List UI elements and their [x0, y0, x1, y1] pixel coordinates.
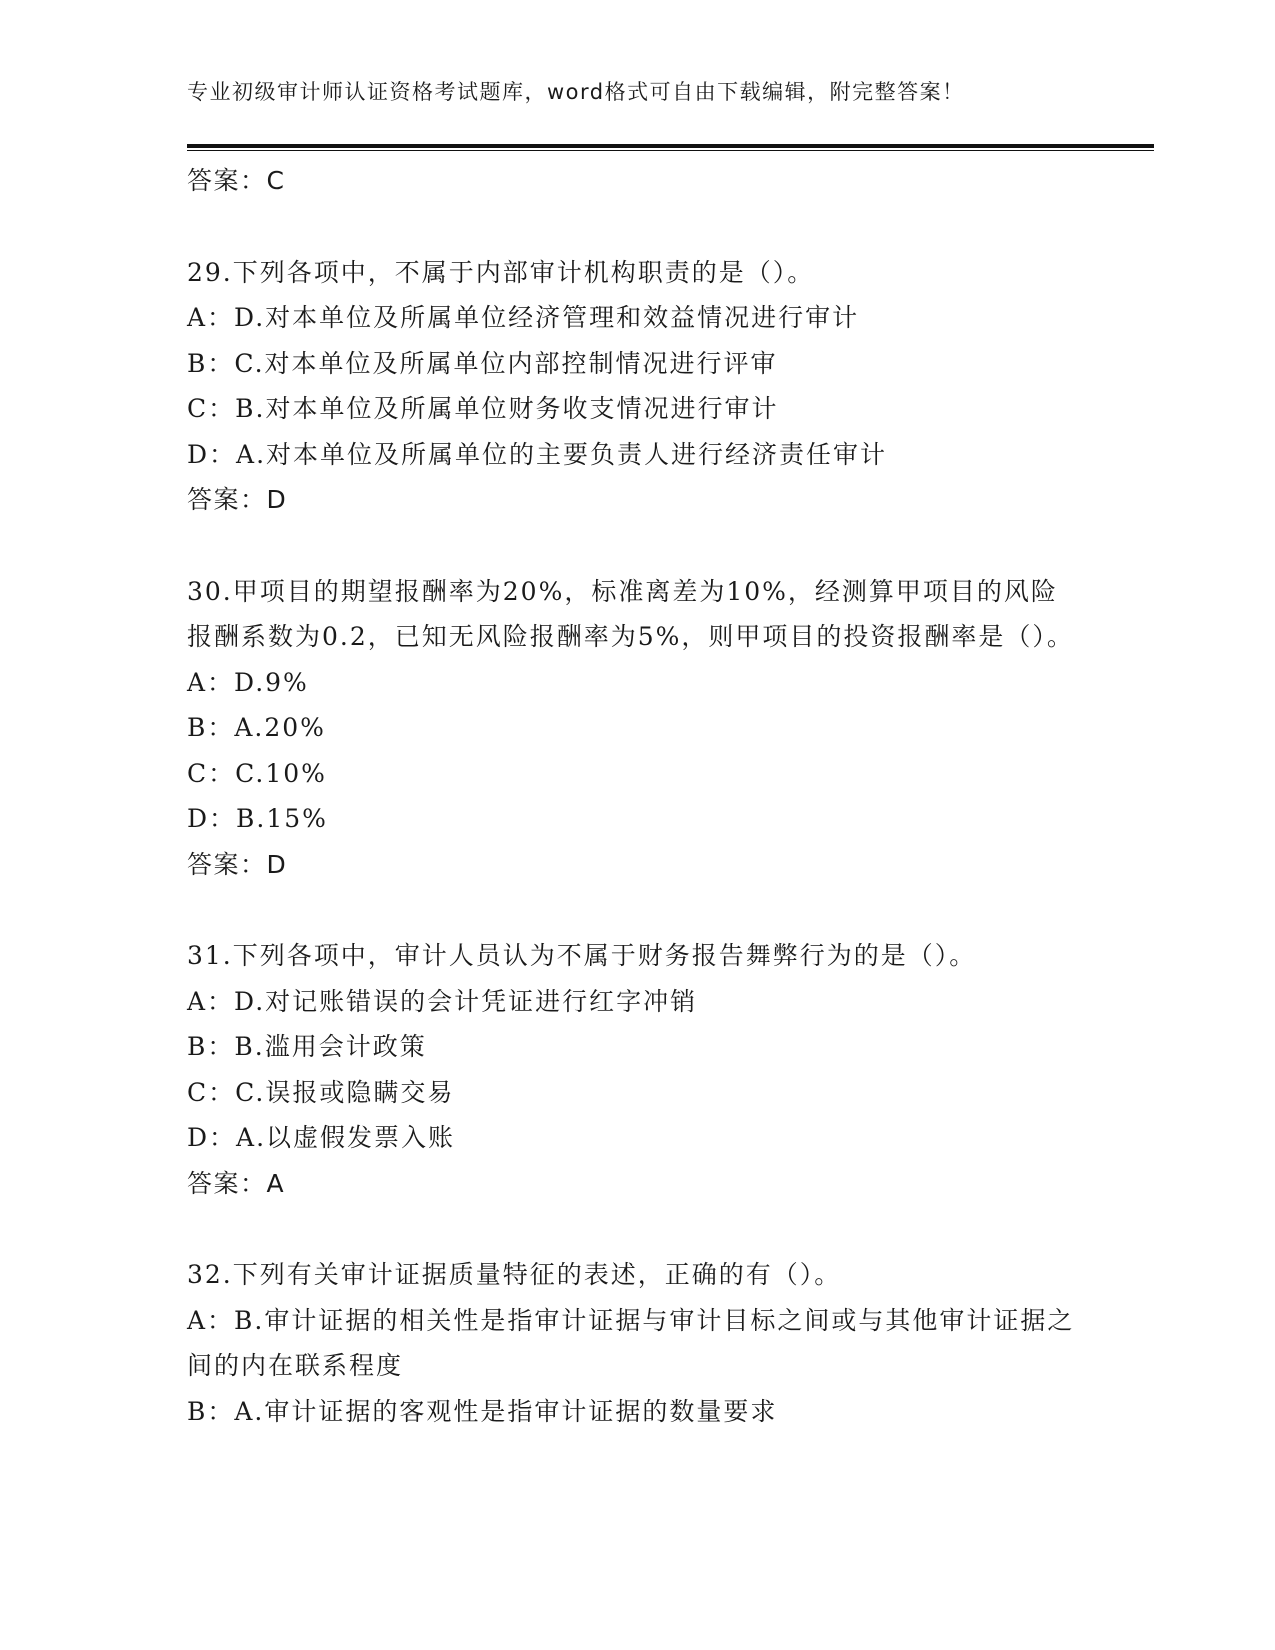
answer-prev: 答案：C: [187, 166, 286, 195]
option-d: D：A.对本单位及所属单位的主要负责人进行经济责任审计: [187, 439, 888, 469]
spacer: [187, 887, 1077, 933]
question-text: 29.下列各项中，不属于内部审计机构职责的是（）。: [187, 257, 815, 287]
option-a: A：D.9%: [187, 667, 309, 697]
spacer: [187, 204, 1077, 250]
spacer: [187, 1206, 1077, 1252]
answer: 答案：A: [187, 1168, 286, 1198]
option-a: A：D.对本单位及所属单位经济管理和效益情况进行审计: [187, 303, 860, 332]
question-31: [187, 933, 1077, 1206]
question-30: [187, 569, 1077, 888]
option-b: B：A.20%: [187, 713, 326, 742]
header-rule-thick: [187, 144, 1154, 148]
option-b: B：A.审计证据的客观性是指审计证据的数量要求: [187, 1396, 778, 1426]
answer: 答案：D: [187, 485, 288, 514]
header-rule-thin: [187, 150, 1154, 151]
option-c: C：C.10%: [187, 758, 327, 788]
question-text: 31.下列各项中，审计人员认为不属于财务报告舞弊行为的是（）。: [187, 941, 977, 970]
document-header: 专业初级审计师认证资格考试题库，word格式可自由下载编辑，附完整答案！: [187, 80, 965, 104]
question-text: 30.甲项目的期望报酬率为20%，标准离差为10%，经测算甲项目的风险报酬系数为0.2，已知无风险报酬率为5%，则甲项目的投资报酬率是（）。: [187, 576, 1074, 651]
spacer: [187, 523, 1077, 569]
option-c: C：C.误报或隐瞒交易: [187, 1077, 455, 1107]
option-a: A：B.审计证据的相关性是指审计证据与审计目标之间或与其他审计证据之间的内在联系程度: [187, 1305, 1075, 1380]
answer: 答案：D: [187, 849, 288, 879]
option-d: D：B.15%: [187, 804, 328, 833]
option-c: C：B.对本单位及所属单位财务收支情况进行审计: [187, 394, 779, 423]
question-32: [187, 1252, 1077, 1434]
question-text: 32.下列有关审计证据质量特征的表述，正确的有（）。: [187, 1260, 842, 1289]
option-a: A：D.对记账错误的会计凭证进行红字冲销: [187, 986, 698, 1016]
question-29: [187, 250, 1077, 523]
document-body: [187, 158, 1077, 1434]
option-d: D：A.以虚假发票入账: [187, 1123, 456, 1152]
option-b: B：B.滥用会计政策: [187, 1032, 427, 1061]
option-b: B：C.对本单位及所属单位内部控制情况进行评审: [187, 348, 778, 378]
